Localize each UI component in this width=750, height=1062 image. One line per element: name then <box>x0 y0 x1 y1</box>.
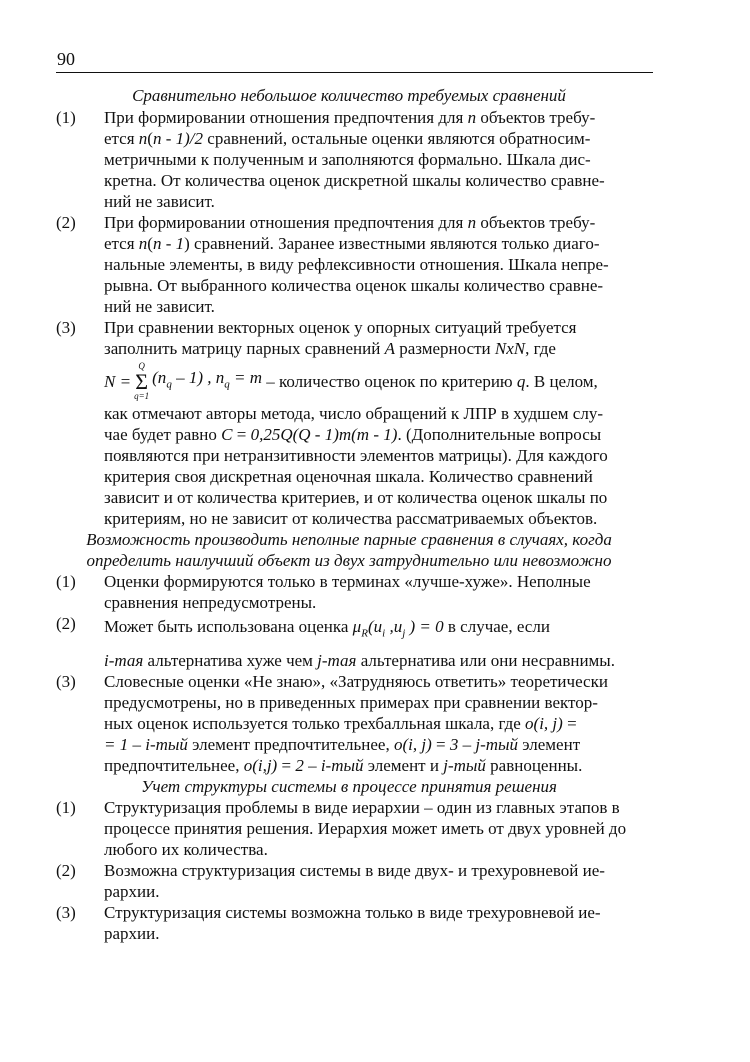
list-item <box>56 902 642 944</box>
text-line: i-тая альтернатива хуже чем j-тая альтернатива или они несравнимы. <box>104 651 615 671</box>
text-line: Словесные оценки «Не знаю», «Затрудняюсь ответить» теоретически <box>104 672 608 692</box>
section-title: Учет структуры системы в процессе принятия решения <box>141 777 557 797</box>
list-item <box>56 797 642 860</box>
text-line: При формировании отношения предпочтения для n объектов требу- <box>104 108 596 127</box>
text-line: зависит и от количества критериев, и от количества оценок шкалы по <box>104 488 608 507</box>
text-line: Оценки формируются только в терминах «лучше-хуже». Неполные <box>104 572 591 591</box>
item-number: (2) <box>56 614 76 633</box>
section-title: Возможность производить неполные парные сравнения в случаях, когда <box>86 530 612 549</box>
list-item <box>56 571 642 613</box>
text-line: рархии. <box>104 924 160 944</box>
text-line: ний не зависит. <box>104 192 215 211</box>
text-line: При сравнении векторных оценок у опорных ситуаций требуется <box>104 318 577 337</box>
header-rule <box>56 72 653 73</box>
item-number: (1) <box>56 798 76 818</box>
text-line: сравнения непредусмотрены. <box>104 593 317 612</box>
page-number: 90 <box>57 49 75 69</box>
item-number: (2) <box>56 213 76 232</box>
text-line: любого их количества. <box>104 840 268 860</box>
text-line: ется n(n - 1)/2 сравнений, остальные оценки являются обратносим- <box>104 129 591 148</box>
text-line: Возможна структуризация системы в виде двух- и трехуровневой ие- <box>104 861 605 881</box>
text-line: рархии. <box>104 882 160 902</box>
formula-line: Может быть использована оценка $\mu_R(u_i$ $,u_j$ ) = 0 в случае, если <box>104 617 550 640</box>
text-line: Структуризация проблемы в виде иерархии – один из главных этапов в <box>104 798 620 818</box>
text-line: критерия своя дискретная оценочная шкала. Количество сравнений <box>104 467 593 486</box>
text-line: чае будет равно C = 0,25Q(Q - 1)m(m - 1). (Дополнительные вопросы <box>104 425 602 444</box>
item-number: (3) <box>56 903 76 923</box>
sum-symbol: Q Σ q=1 <box>134 360 150 401</box>
text-line: ных оценок используется только трехбалльная шкала, где o(i, j) = <box>104 714 577 734</box>
formula-line: N = Q Σ q=1 $(n_q - 1)$ , $n_q = m$ – количество оценок по критерию q . В целом, <box>104 360 598 401</box>
section-title: Сравнительно небольшое количество требуемых сравнений <box>132 86 566 105</box>
list-item <box>56 317 642 529</box>
text-line: Структуризация системы возможна только в виде трехуровневой ие- <box>104 903 601 923</box>
list-item <box>56 671 642 776</box>
section-title: определить наилучший объект из двух затруднительно или невозможно <box>86 551 612 570</box>
mu-formula: $\mu_R(u_i$ $,u_j$ ) = 0 <box>352 617 444 640</box>
item-number: (1) <box>56 572 76 591</box>
text-line: При формировании отношения предпочтения для n объектов требу- <box>104 213 596 232</box>
list-item <box>56 212 642 317</box>
text-line: предпочтительнее, o(i,j) = 2 – i-тый элемент и j-тый равноценны. <box>104 756 583 776</box>
item-number: (3) <box>56 318 76 337</box>
text-line: ется n(n - 1) сравнений. Заранее известными являются только диаго- <box>104 234 600 253</box>
text-line: рывна. От выбранного количества оценок шкалы количество сравне- <box>104 276 604 295</box>
list-item <box>56 860 642 902</box>
text-line: ний не зависит. <box>104 297 215 316</box>
text-line: как отмечают авторы метода, число обращений к ЛПР в худшем слу- <box>104 404 603 423</box>
text-line: кретна. От количества оценок дискретной шкалы количество сравне- <box>104 171 605 190</box>
list-item <box>56 613 642 671</box>
text-line: процессе принятия решения. Иерархия может иметь от двух уровней до <box>104 819 627 839</box>
text-line: метричными к полученным и заполняются формально. Шкала дис- <box>104 150 591 169</box>
page-content <box>56 85 642 944</box>
item-number: (3) <box>56 672 76 692</box>
list-item <box>56 107 642 212</box>
item-number: (1) <box>56 108 76 127</box>
text-line: заполнить матрицу парных сравнений A размерности NxN, где <box>104 339 556 358</box>
text-line: появляются при нетранзитивности элементов матрицы). Для каждого <box>104 446 608 465</box>
text-line: = 1 – i-тый элемент предпочтительнее, o(i, j) = 3 – j-тый элемент <box>104 735 581 755</box>
text-line: предусмотрены, но в приведенных примерах при сравнении вектор- <box>104 693 598 713</box>
text-line: нальные элементы, в виду рефлексивности отношения. Шкала непре- <box>104 255 609 274</box>
item-number: (2) <box>56 861 76 881</box>
text-line: критериям, но не зависит от количества рассматриваемых объектов. <box>104 509 598 528</box>
